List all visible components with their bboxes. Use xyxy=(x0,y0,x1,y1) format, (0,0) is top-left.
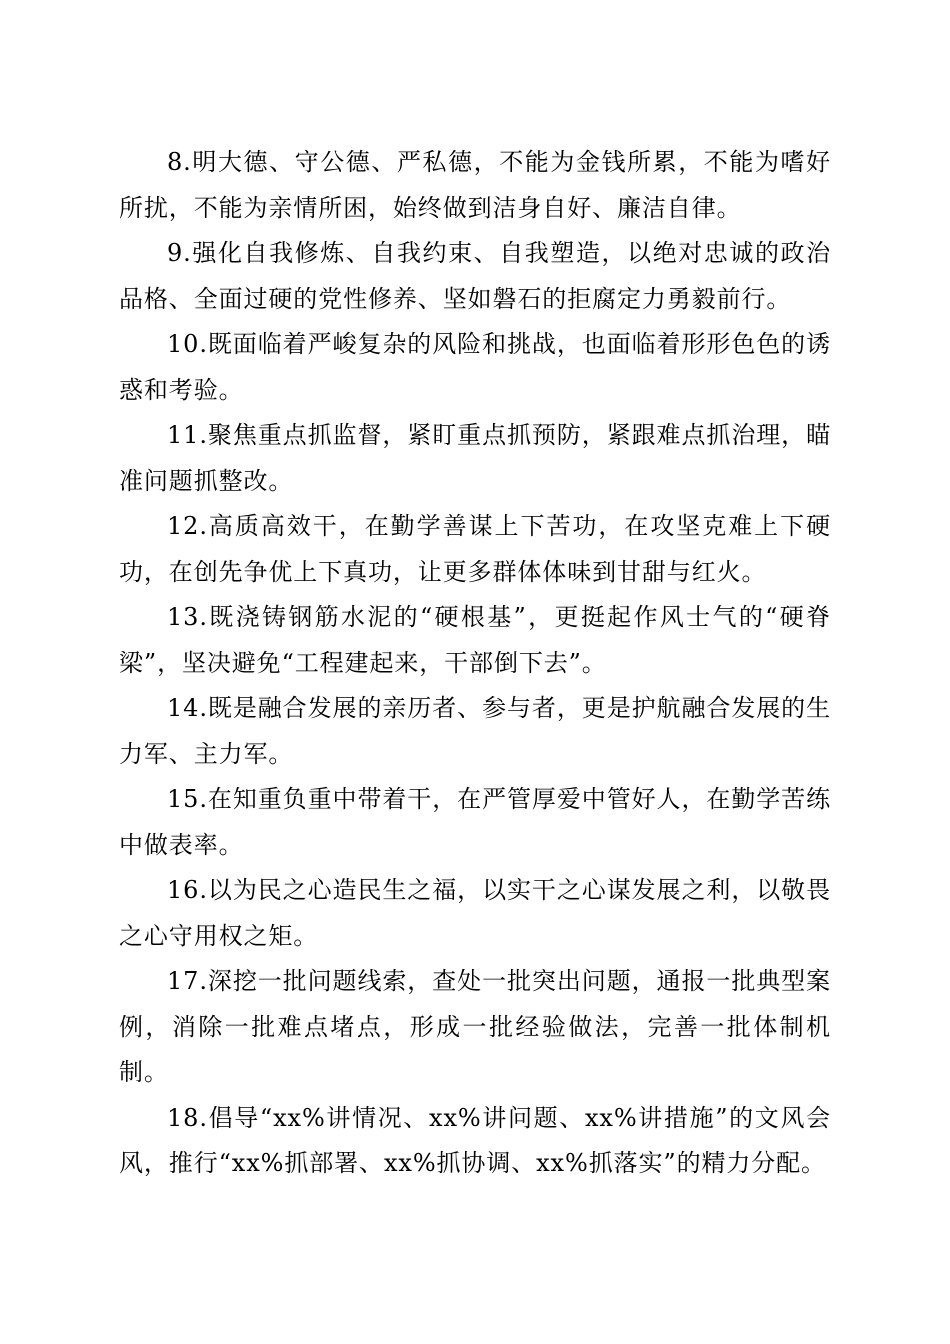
paragraph-13: 13.既浇铸钢筋水泥的“硬根基”，更挺起作风士气的“硬脊梁”，坚决避免“工程建起来，干部倒下去”。 xyxy=(119,603,831,677)
paragraph-11: 11.聚焦重点抓监督，紧盯重点抓预防，紧跟难点抓治理，瞄准问题抓整改。 xyxy=(119,421,831,495)
paragraph-8: 8.明大德、守公德、严私德，不能为金钱所累，不能为嗜好所扰，不能为亲情所困，始终做到洁身自好、廉洁自律。 xyxy=(119,148,831,222)
paragraph-17: 17.深挖一批问题线索，查处一批突出问题，通报一批典型案例，消除一批难点堵点，形成一批经验做法，完善一批体制机制。 xyxy=(119,967,831,1086)
paragraph-10: 10.既面临着严峻复杂的风险和挑战，也面临着形形色色的诱惑和考验。 xyxy=(119,330,831,404)
paragraph-9: 9.强化自我修炼、自我约束、自我塑造，以绝对忠诚的政治品格、全面过硬的党性修养、坚如磐石的拒腐定力勇毅前行。 xyxy=(119,239,831,313)
paragraph-18: 18.倡导“xx%讲情况、xx%讲问题、xx%讲措施”的文风会风，推行“xx%抓部署、xx%抓协调、xx%抓落实”的精力分配。 xyxy=(119,1103,831,1177)
paragraph-12: 12.高质高效干，在勤学善谋上下苦功，在攻坚克难上下硬功，在创先争优上下真功，让更多群体体味到甘甜与红火。 xyxy=(119,512,831,586)
paragraph-15: 15.在知重负重中带着干，在严管厚爱中管好人，在勤学苦练中做表率。 xyxy=(119,785,831,859)
document-body xyxy=(119,140,831,1187)
paragraph-14: 14.既是融合发展的亲历者、参与者，更是护航融合发展的生力军、主力军。 xyxy=(119,694,831,768)
paragraph-16: 16.以为民之心造民生之福，以实干之心谋发展之利，以敬畏之心守用权之矩。 xyxy=(119,876,831,950)
